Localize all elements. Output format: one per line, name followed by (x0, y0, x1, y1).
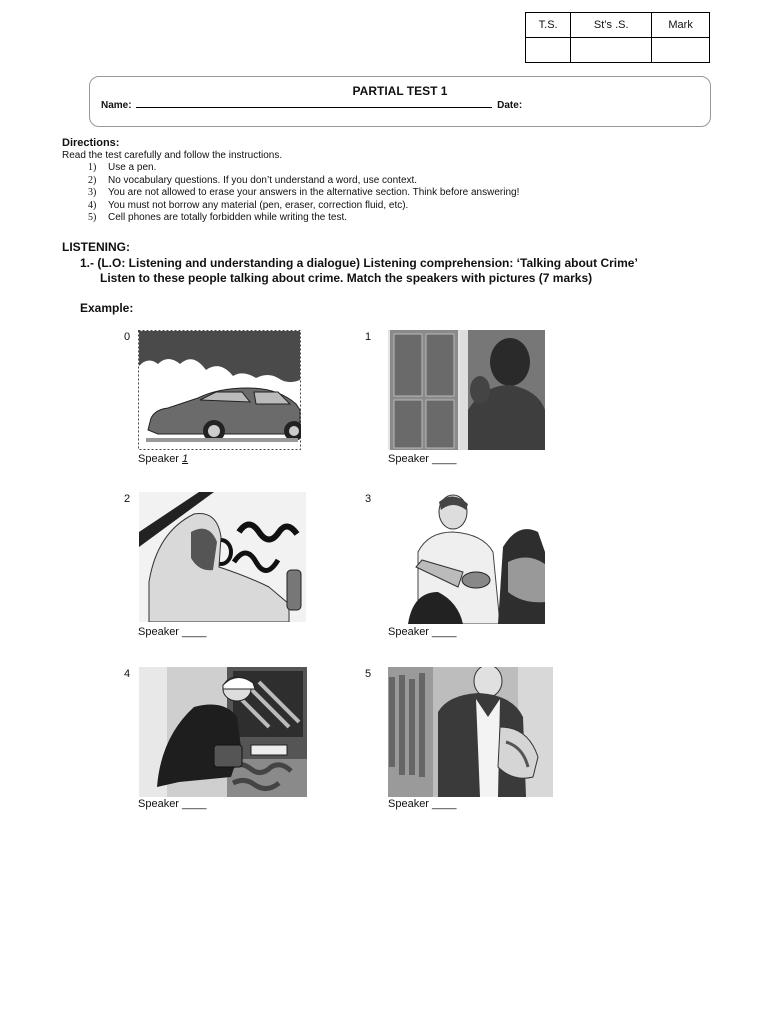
score-value-ts[interactable] (526, 38, 571, 63)
speaker-answer-5[interactable]: Speaker ____ (388, 798, 457, 810)
speaker-answer-0: Speaker 1 (138, 453, 189, 465)
score-value-mark[interactable] (652, 38, 710, 63)
page-title: PARTIAL TEST 1 (352, 84, 448, 98)
burglar-window-picture (388, 330, 545, 450)
date-label: Date: (497, 100, 523, 111)
picture-number-0: 0 (124, 331, 131, 343)
directions-item: 5) Cell phones are totally forbidden while writing the test. (88, 212, 348, 224)
picture-number-1: 1 (365, 331, 372, 343)
directions-intro: Read the test carefully and follow the instructions. (62, 150, 283, 161)
picture-number-2: 2 (124, 493, 131, 505)
picture-number-3: 3 (365, 493, 372, 505)
speaker-answer-2[interactable]: Speaker ____ (138, 626, 207, 638)
example-label: Example: (80, 301, 134, 315)
name-field[interactable] (136, 99, 492, 108)
shoplifting-picture (388, 667, 553, 797)
name-date-line (101, 99, 522, 111)
directions-item: 3) You are not allowed to erase your answers in the alternative section. Think before answering! (88, 187, 520, 199)
speaker-answer-4[interactable]: Speaker ____ (138, 798, 207, 810)
score-header-sts: St’s .S. (571, 13, 652, 38)
picture-number-5: 5 (365, 668, 372, 680)
question-1-line1: 1.- (L.O: Listening and understanding a dialogue) Listening comprehension: ‘Talking about Crime’ (80, 256, 638, 270)
directions-item: 4) You must not borrow any material (pen, eraser, correction fluid, etc). (88, 199, 409, 211)
score-value-sts[interactable] (571, 38, 652, 63)
score-header-ts: T.S. (526, 13, 571, 38)
header-box (89, 76, 711, 127)
stolen-car-picture (138, 330, 301, 450)
picture-number-4: 4 (124, 668, 131, 680)
speaker-answer-3[interactable]: Speaker ____ (388, 626, 457, 638)
score-header-mark: Mark (652, 13, 710, 38)
question-1-line2: Listen to these people talking about crime. Match the speakers with pictures (7 marks) (100, 271, 593, 285)
directions-list (88, 162, 519, 225)
directions-title: Directions: (62, 137, 120, 149)
directions-item: 1) Use a pen. (88, 162, 157, 173)
pickpocket-picture (408, 492, 545, 624)
directions-item: 2) No vocabulary questions. If you don’t understand a word, use context. (88, 174, 418, 186)
graffiti-vandal-picture (139, 492, 306, 622)
score-table (525, 12, 710, 63)
name-label: Name: (101, 100, 132, 111)
listening-title: LISTENING: (62, 240, 130, 254)
atm-robbery-picture (139, 667, 307, 797)
speaker-answer-1[interactable]: Speaker ____ (388, 453, 457, 465)
